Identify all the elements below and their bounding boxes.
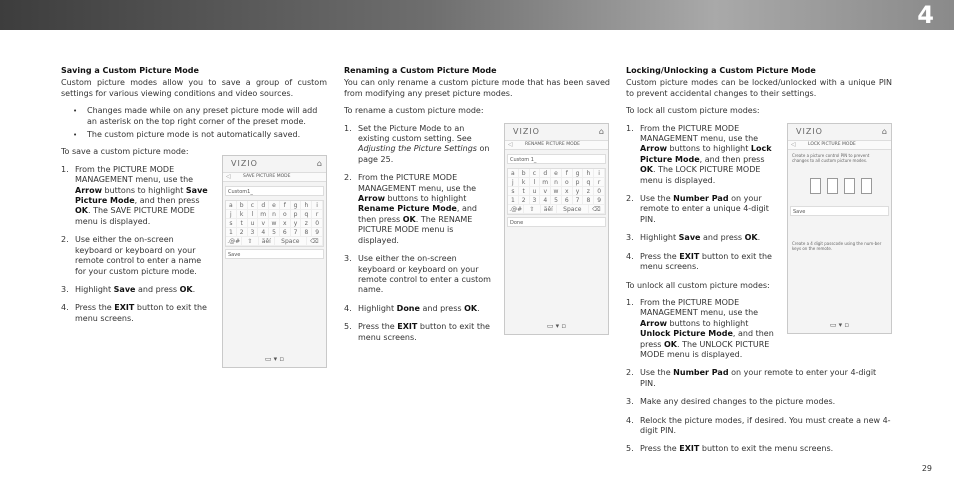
keyboard-key[interactable]: y xyxy=(291,219,302,228)
keyboard-key[interactable]: 1 xyxy=(508,196,519,205)
keyboard-key[interactable]: z xyxy=(301,219,312,228)
step-item: 2. Use the Number Pad on your remote to enter a unique 4-digit PIN. xyxy=(626,194,769,224)
step-item: 4. Relock the picture modes, if desired. You must create a new 4-digit PIN. xyxy=(626,415,891,435)
keyboard-key[interactable]: l xyxy=(530,178,541,187)
step-item: 2. Use the Number Pad on your remote to enter your 4-digit PIN. xyxy=(626,368,877,388)
keyboard-key[interactable]: c xyxy=(530,169,541,178)
section-heading: Renaming a Custom Picture Mode xyxy=(344,66,497,75)
keyboard-key[interactable]: k xyxy=(237,210,248,219)
page-number: 29 xyxy=(921,464,932,473)
keyboard-key[interactable]: f xyxy=(280,201,291,210)
lock-steps-list xyxy=(626,124,776,273)
symbols-key[interactable]: .@# xyxy=(226,237,242,246)
name-input[interactable]: Custom1_ xyxy=(225,186,324,196)
keyboard-key[interactable]: 4 xyxy=(540,196,551,205)
keyboard-key[interactable]: 8 xyxy=(583,196,594,205)
keyboard-key[interactable]: s xyxy=(508,187,519,196)
step-item: 1. From the PICTURE MODE MANAGEMENT menu, use the Arrow buttons to highlight Lock Picture Mode, and then press OK. The LOCK PICTURE MODE menu is displayed. xyxy=(626,123,772,185)
keyboard-key[interactable]: q xyxy=(301,210,312,219)
keyboard-key[interactable]: o xyxy=(562,178,573,187)
passcode-hint: Create a 4 digit passcode using the num-ber keys on the remote. xyxy=(792,241,882,251)
bullet-list xyxy=(73,106,327,140)
lead-text: To rename a custom picture mode: xyxy=(344,106,484,116)
keyboard-key[interactable]: p xyxy=(573,178,584,187)
keyboard-key[interactable]: 5 xyxy=(269,228,280,237)
keyboard-key[interactable]: 3 xyxy=(530,196,541,205)
keyboard-key[interactable]: l xyxy=(248,210,259,219)
tv-screen-save xyxy=(222,155,327,368)
keyboard-key[interactable]: b xyxy=(519,169,530,178)
keyboard-key[interactable]: 0 xyxy=(594,187,605,196)
keyboard-key[interactable]: p xyxy=(291,210,302,219)
keyboard-key[interactable]: j xyxy=(226,210,237,219)
keyboard-key[interactable]: 7 xyxy=(291,228,302,237)
keyboard-key[interactable]: a xyxy=(508,169,519,178)
save-button[interactable]: Save xyxy=(225,249,324,259)
vizio-logo: VIZIO xyxy=(796,127,823,136)
save-button[interactable]: Save xyxy=(790,206,889,216)
keyboard-key[interactable]: g xyxy=(291,201,302,210)
keyboard-key[interactable]: v xyxy=(258,219,269,228)
steps-list xyxy=(61,165,211,324)
menu-title: SAVE PICTURE MODE xyxy=(243,174,291,179)
keyboard-key[interactable]: u xyxy=(248,219,259,228)
keyboard-key[interactable]: 2 xyxy=(519,196,530,205)
lead-text: To unlock all custom picture modes: xyxy=(626,280,770,290)
pin-instruction: Create a picture control PIN to prevent changes to all custom picture modes. xyxy=(792,153,870,163)
chapter-number: 4 xyxy=(917,1,934,29)
keyboard-key[interactable]: u xyxy=(530,187,541,196)
bullet-item: • Changes made while on any preset picture mode will add an asterisk on the top right corner of the preset mode. xyxy=(73,106,327,127)
on-screen-keyboard xyxy=(225,200,324,247)
tv-screen-rename xyxy=(504,123,609,335)
remote-nav-icons: ▭ ▾ ▫ xyxy=(829,321,850,329)
keyboard-key[interactable]: 9 xyxy=(594,196,605,205)
keyboard-key[interactable]: e xyxy=(551,169,562,178)
keyboard-key[interactable]: k xyxy=(519,178,530,187)
keyboard-key[interactable]: b xyxy=(237,201,248,210)
pin-digit-box[interactable] xyxy=(861,178,872,194)
back-icon: ◁ xyxy=(508,141,513,148)
keyboard-key[interactable]: c xyxy=(248,201,259,210)
space-key[interactable]: Space xyxy=(275,237,307,246)
keyboard-key[interactable]: h xyxy=(301,201,312,210)
keyboard-key[interactable]: 7 xyxy=(573,196,584,205)
keyboard-key[interactable]: n xyxy=(551,178,562,187)
step-item: 2. Use either the on-screen keyboard or keyboard on your remote control to enter a name for your custom picture mode. xyxy=(61,235,202,276)
keyboard-key[interactable]: m xyxy=(258,210,269,219)
keyboard-key[interactable]: 4 xyxy=(258,228,269,237)
menu-title: RENAME PICTURE MODE xyxy=(525,142,580,147)
step-item: 1. From the PICTURE MODE MANAGEMENT menu, use the Arrow buttons to highlight Unlock Picture Mode, and then press OK. The UNLOCK PICTURE MODE menu is displayed. xyxy=(626,297,774,359)
pin-digit-box[interactable] xyxy=(844,178,855,194)
bullet-item: • The custom picture mode is not automatically saved. xyxy=(73,130,327,140)
keyboard-key[interactable]: d xyxy=(258,201,269,210)
keyboard-key[interactable]: x xyxy=(280,219,291,228)
keyboard-key[interactable]: 6 xyxy=(562,196,573,205)
keyboard-key[interactable]: r xyxy=(594,178,605,187)
step-item: 1. Set the Picture Mode to an existing custom setting. See Adjusting the Picture Settings on page 25. xyxy=(344,123,490,164)
keyboard-key[interactable]: 3 xyxy=(248,228,259,237)
accent-key[interactable]: äêí xyxy=(259,237,275,246)
intro-paragraph: Custom picture modes allow you to save a group of custom settings for various viewing conditions and video sources. xyxy=(61,78,327,98)
section-heading: Locking/Unlocking a Custom Picture Mode xyxy=(626,66,816,75)
keyboard-key[interactable]: o xyxy=(280,210,291,219)
keyboard-key[interactable]: 6 xyxy=(280,228,291,237)
intro-paragraph: You can only rename a custom picture mode that has been saved from modifying any preset picture modes. xyxy=(344,78,610,98)
step-item: 3. Highlight Save and press OK. xyxy=(61,284,196,294)
keyboard-key[interactable]: i xyxy=(312,201,323,210)
header-bar xyxy=(0,0,954,30)
pin-entry[interactable] xyxy=(810,178,891,194)
step-item: 4. Press the EXIT button to exit the menu screens. xyxy=(626,251,772,272)
keyboard-key[interactable]: 9 xyxy=(312,228,323,237)
keyboard-key[interactable]: v xyxy=(540,187,551,196)
keyboard-key[interactable]: a xyxy=(226,201,237,210)
step-item: 5. Press the EXIT button to exit the menu screens. xyxy=(626,444,834,454)
shift-key[interactable]: ⇧ xyxy=(242,237,258,246)
step-item: 1. From the PICTURE MODE MANAGEMENT menu, use the Arrow buttons to highlight Save Picture Mode, and then press OK. The SAVE PICTURE MODE menu is displayed. xyxy=(61,164,208,226)
keyboard-key[interactable]: 2 xyxy=(237,228,248,237)
keyboard-key[interactable]: 8 xyxy=(301,228,312,237)
menu-title: LOCK PICTURE MODE xyxy=(808,142,856,147)
remote-nav-icons: ▭ ▾ ▫ xyxy=(264,355,285,363)
keyboard-key[interactable]: w xyxy=(551,187,562,196)
keyboard-key[interactable]: m xyxy=(540,178,551,187)
keyboard-key[interactable]: t xyxy=(237,219,248,228)
step-item: 3. Highlight Save and press OK. xyxy=(626,233,761,243)
keyboard-key[interactable]: y xyxy=(573,187,584,196)
home-icon: ⌂ xyxy=(598,127,604,136)
delete-key[interactable]: ⌫ xyxy=(589,205,605,214)
symbols-key[interactable]: .@# xyxy=(508,205,524,214)
back-icon: ◁ xyxy=(791,141,796,148)
keyboard-key[interactable]: j xyxy=(508,178,519,187)
steps-list xyxy=(344,124,494,343)
keyboard-key[interactable]: 1 xyxy=(226,228,237,237)
step-item: 4. Highlight Done and press OK. xyxy=(344,303,480,313)
step-item: 2. From the PICTURE MODE MANAGEMENT menu, use the Arrow buttons to highlight Rename Picture Mode, and then press OK. The RENAME PICTURE MODE menu is displayed. xyxy=(344,173,477,245)
lead-text: To save a custom picture mode: xyxy=(61,147,189,157)
keyboard-key[interactable]: r xyxy=(312,210,323,219)
keyboard-key[interactable]: s xyxy=(226,219,237,228)
step-item: 4. Press the EXIT button to exit the menu screens. xyxy=(61,303,207,323)
on-screen-keyboard xyxy=(507,168,606,215)
space-key[interactable]: Space xyxy=(557,205,589,214)
pin-digit-box[interactable] xyxy=(810,178,821,194)
keyboard-key[interactable]: g xyxy=(573,169,584,178)
keyboard-key[interactable]: f xyxy=(562,169,573,178)
keyboard-key[interactable]: 5 xyxy=(551,196,562,205)
vizio-logo: VIZIO xyxy=(513,127,540,136)
keyboard-key[interactable]: z xyxy=(583,187,594,196)
step-item: 3. Use either the on-screen keyboard or keyboard on your remote control to enter a custom name. xyxy=(344,254,491,295)
keyboard-key[interactable]: x xyxy=(562,187,573,196)
keyboard-key[interactable]: h xyxy=(583,169,594,178)
keyboard-key[interactable]: i xyxy=(594,169,605,178)
pin-digit-box[interactable] xyxy=(827,178,838,194)
vizio-logo: VIZIO xyxy=(231,159,258,168)
shift-key[interactable]: ⇧ xyxy=(524,205,540,214)
step-item: 5. Press the EXIT button to exit the menu screens. xyxy=(344,322,490,342)
remote-nav-icons: ▭ ▾ ▫ xyxy=(546,322,567,330)
home-icon: ⌂ xyxy=(881,127,887,136)
keyboard-key[interactable]: d xyxy=(540,169,551,178)
intro-paragraph: Custom picture modes can be locked/unlocked with a unique PIN to prevent accidental changes to their settings. xyxy=(626,78,892,98)
accent-key[interactable]: äêí xyxy=(541,205,557,214)
section-heading: Saving a Custom Picture Mode xyxy=(61,66,199,75)
home-icon: ⌂ xyxy=(316,159,322,168)
keyboard-key[interactable]: n xyxy=(269,210,280,219)
lead-text: To lock all custom picture modes: xyxy=(626,106,760,116)
back-icon: ◁ xyxy=(226,173,231,180)
keyboard-key[interactable]: e xyxy=(269,201,280,210)
done-button[interactable]: Done xyxy=(507,217,606,227)
delete-key[interactable]: ⌫ xyxy=(307,237,323,246)
keyboard-key[interactable]: 0 xyxy=(312,219,323,228)
tv-screen-lock xyxy=(787,123,892,334)
step-item: 3. Make any desired changes to the picture modes. xyxy=(626,397,836,407)
keyboard-key[interactable]: t xyxy=(519,187,530,196)
name-input[interactable]: Custom 1_ xyxy=(507,154,606,164)
keyboard-key[interactable]: w xyxy=(269,219,280,228)
keyboard-key[interactable]: q xyxy=(583,178,594,187)
